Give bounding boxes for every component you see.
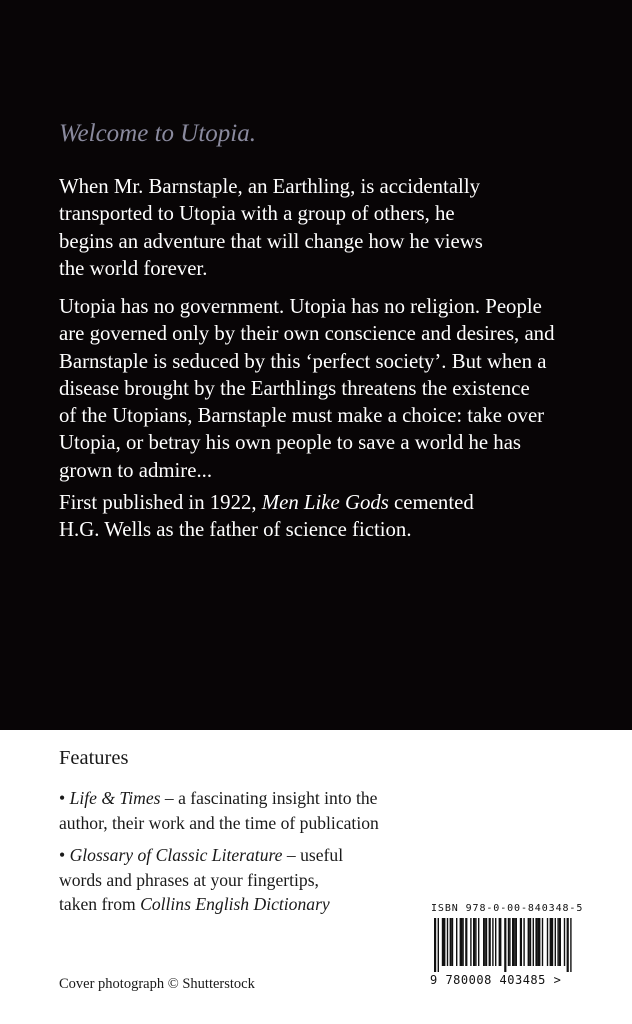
blurb-line: Barnstaple is seduced by this ‘perfect society’. But when a: [59, 349, 547, 373]
barcode-bar: [514, 918, 515, 966]
barcode-bar: [538, 918, 539, 966]
barcode-bar: [486, 918, 487, 966]
blurb-line: grown to admire...: [59, 458, 213, 482]
barcode-bar: [547, 918, 548, 966]
barcode-bar: [508, 918, 509, 966]
barcode-bar: [570, 918, 571, 972]
barcode-bar: [512, 918, 514, 966]
feature-line: [59, 843, 343, 868]
feature-text: – a fascinating insight into the: [160, 788, 378, 808]
dictionary-title: Collins English Dictionary: [140, 894, 330, 914]
barcode-bar: [550, 918, 551, 966]
barcode-bar: [559, 918, 561, 966]
barcode-bar: [492, 918, 493, 966]
barcode-bar: [516, 918, 517, 966]
blurb-text: First published in 1922,: [59, 491, 262, 514]
barcode-bar: [557, 918, 558, 966]
blurb-line: transported to Utopia with a group of others, he: [59, 202, 455, 226]
barcode-bar: [462, 918, 463, 966]
barcode-bar: [520, 918, 522, 966]
barcode-bar: [523, 918, 524, 966]
barcode-bar: [500, 918, 501, 966]
barcode-bar: [473, 918, 475, 966]
barcode-bar: [530, 918, 531, 966]
blurb-text: cemented: [388, 491, 474, 514]
blurb-line: [59, 489, 599, 516]
blurb-line: disease brought by the Earthlings threatens the existence: [59, 376, 530, 400]
barcode-bar: [478, 918, 479, 966]
cover-photo-credit: Cover photograph © Shutterstock: [59, 976, 255, 992]
barcode-bar: [450, 918, 452, 966]
barcode-digits: 9 780008 403485 >: [430, 973, 562, 987]
feature-line: words and phrases at your fingertips,: [59, 869, 319, 890]
barcode-bar: [509, 918, 510, 966]
barcode-bar: [452, 918, 453, 966]
feature-name: Life & Times: [69, 788, 161, 808]
barcode-bar: [434, 918, 436, 972]
barcode-bar: [564, 918, 565, 966]
barcode-bar: [461, 918, 462, 966]
book-title: Men Like Gods: [261, 491, 389, 514]
blurb-line: are governed only by their own conscience and desires, and: [59, 322, 555, 346]
blurb-line: When Mr. Barnstaple, an Earthling, is accidentally: [59, 175, 481, 198]
barcode-bar: [504, 918, 506, 972]
blurb-paragraph-3: [59, 489, 599, 544]
barcode-bar: [567, 918, 569, 972]
barcode-bar: [528, 918, 530, 966]
barcode-bar: [465, 918, 467, 966]
feature-item-glossary: [59, 843, 343, 917]
barcode-bar: [442, 918, 444, 966]
blurb-line: begins an adventure that will change how he views: [59, 229, 483, 253]
bullet: •: [59, 845, 70, 865]
barcode-bar: [484, 918, 485, 966]
barcode-bar: [535, 918, 537, 966]
barcode-bar: [533, 918, 534, 966]
barcode-bar: [499, 918, 500, 966]
feature-name: Glossary of Classic Literature: [69, 845, 283, 865]
barcode-bar: [483, 918, 484, 966]
barcode-bar: [460, 918, 461, 966]
isbn-label: ISBN 978-0-00-840348-5: [431, 903, 584, 914]
feature-line: [59, 892, 343, 917]
blurb-line: of the Utopians, Barnstaple must make a choice: take over: [59, 404, 545, 428]
tagline: Welcome to Utopia.: [59, 120, 256, 147]
blurb-paragraph-1: [59, 173, 599, 282]
feature-item-life-times: [59, 786, 379, 835]
barcode-bar: [489, 918, 491, 966]
blurb-line: Utopia has no government. Utopia has no religion. People: [59, 295, 542, 318]
barcode-bar: [551, 918, 553, 966]
barcode-bar: [542, 918, 543, 966]
blurb-line: Utopia, or betray his own people to save a world he has: [59, 431, 522, 455]
barcode-bar: [495, 918, 496, 966]
blurb-paragraph-2: [59, 293, 599, 484]
feature-text: taken from: [59, 894, 141, 914]
barcode-bar: [444, 918, 445, 966]
features-heading: Features: [59, 747, 129, 769]
isbn-barcode: [432, 918, 588, 972]
blurb-line: H.G. Wells as the father of science fiction.: [59, 518, 412, 542]
barcode-bar: [475, 918, 476, 966]
bullet: •: [59, 788, 70, 808]
barcode-bar: [470, 918, 471, 966]
barcode-bar: [539, 918, 540, 966]
feature-line: author, their work and the time of publication: [59, 812, 379, 833]
blurb-line: the world forever.: [59, 256, 208, 280]
barcode-bar: [447, 918, 448, 966]
barcode-bar: [456, 918, 457, 966]
barcode-bar: [438, 918, 439, 972]
feature-text: – useful: [282, 845, 344, 865]
barcode-bar: [555, 918, 556, 966]
feature-line: [59, 786, 379, 811]
